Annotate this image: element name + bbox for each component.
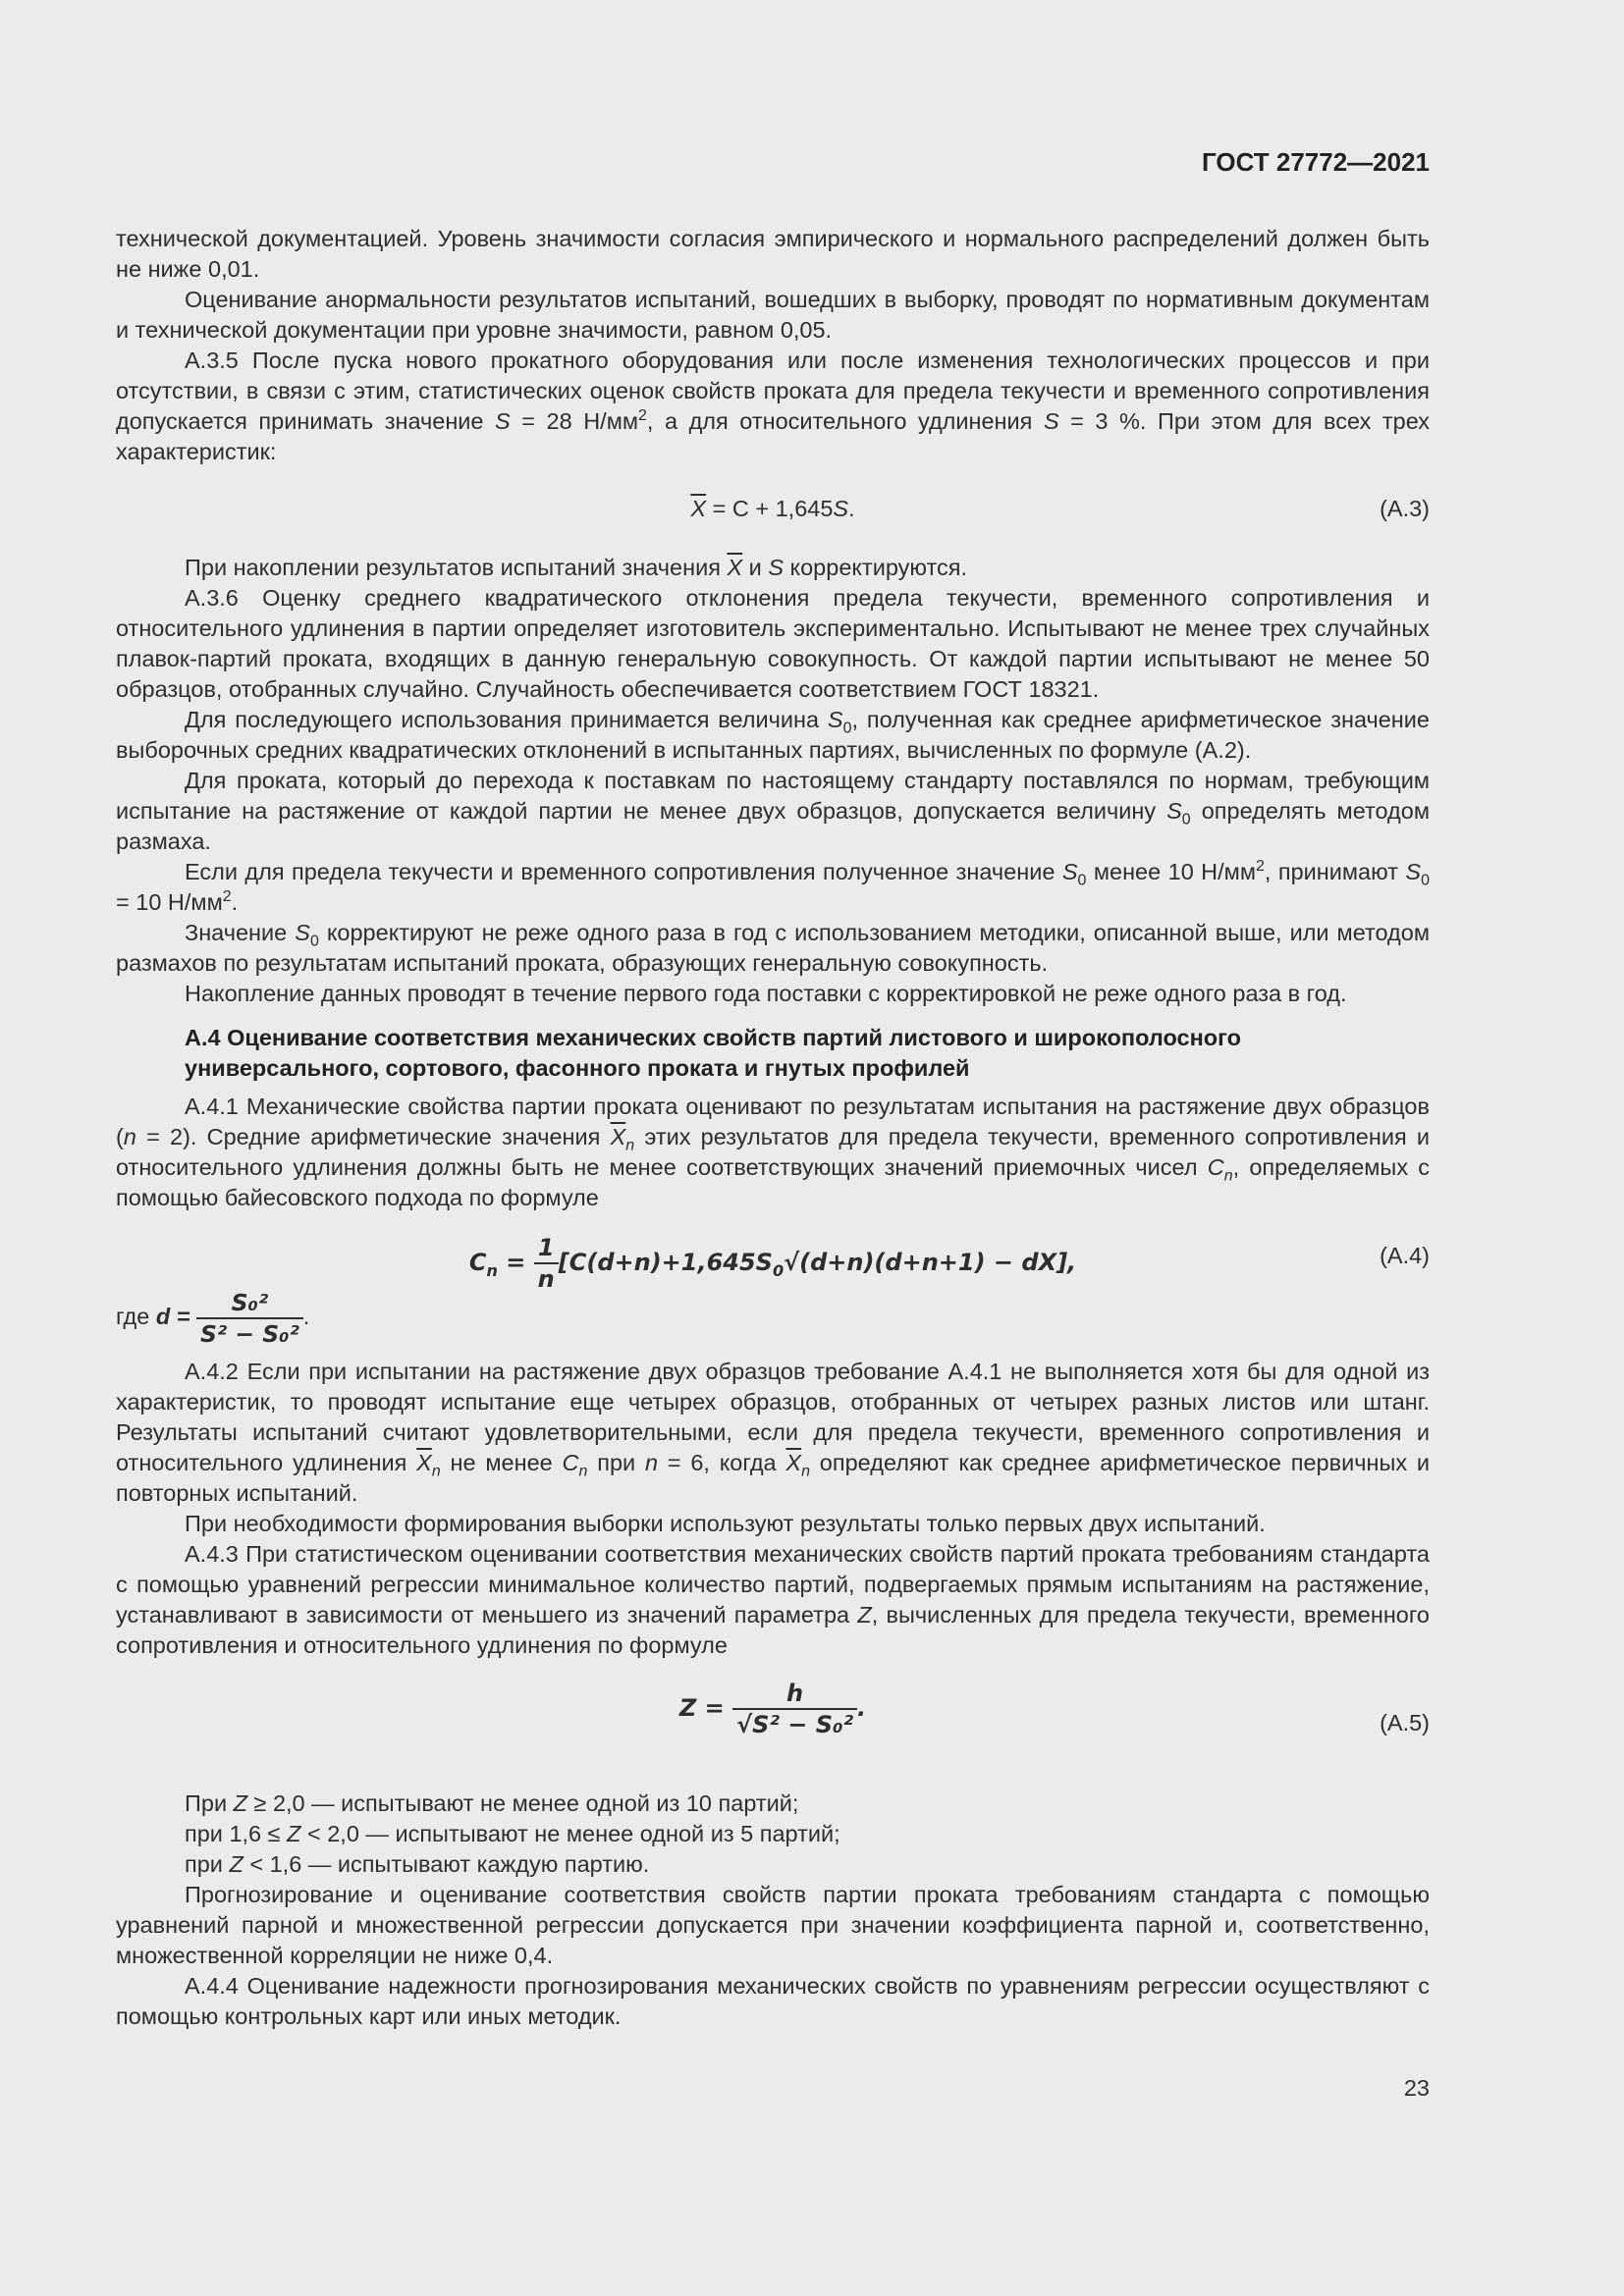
document-body <box>116 224 1430 2032</box>
page-number: 23 <box>1403 2075 1430 2101</box>
paragraph: Для проката, который до перехода к поставкам по настоящему стандарту поставлялся по нормам, требующим испытание на растяжение от каждой партии не менее двух образцов, допускается величину $S_0$ определять методом размаха. <box>116 768 1430 854</box>
equation-a5: Z = $\frac{h}{\text{√S² − S₀²}}$ . (А.5) <box>678 1680 1430 1738</box>
list-item: при 1,6 ≤ Z < 2,0 — испытывают не менее одной из 5 партий; <box>185 1821 840 1846</box>
equation-number: (А.3) <box>1380 496 1430 521</box>
d-definition: где d = $\frac{\text{S₀²}}{\text{S² − S₀²}}$ . <box>116 1289 310 1348</box>
paragraph: Оценивание анормальности результатов испытаний, вошедших в выборку, проводят по нормативным документам и технической документации при уровне значимости, равном 0,05. <box>116 287 1430 343</box>
equation-number: (А.5) <box>1380 1710 1430 1735</box>
paragraph-a43: А.4.3 При статистическом оценивании соответствия механических свойств партий проката требованиям стандарта с помощью уравнений регрессии минимальное количество партий, подвергаемых прямым испытаниям на растяжение, устанавливают в зависимости от меньшего из значений параметра Z, вычисленных для предела текучести, временного сопротивления и относительного удлинения по формуле <box>116 1541 1430 1658</box>
paragraph-a36: А.3.6 Оценку среднего квадратического отклонения предела текучести, временного сопротивления и относительного удлинения в партии определяет изготовитель экспериментально. Испытывают не менее трех случайных плавок-партий проката, входящих в данную генеральную совокупность. От каждой партии испытывают не менее 50 образцов, отобранных случайно. Случайность обеспечивается соответствием ГОСТ 18321. <box>116 585 1430 702</box>
paragraph: Прогнозирование и оценивание соответствия свойств партии проката требованиям стандарта с помощью уравнений парной и множественной регрессии допускается при значении коэффициента парной и, соответственно, множественной корреляции не ниже 0,4. <box>116 1882 1430 1968</box>
equation-a4: $C_n$ = $\frac{1}{n}$ $[C(d+n)+1,645S_0√(d+n)(d+n+1) - dX]$, (А.4) <box>468 1234 1430 1293</box>
paragraph: При необходимости формирования выборки используют результаты только первых двух испытаний. <box>185 1511 1266 1536</box>
list-item: при Z < 1,6 — испытывают каждую партию. <box>185 1851 650 1877</box>
document-header: ГОСТ 27772—2021 <box>1202 147 1430 177</box>
paragraph: При накоплении результатов испытаний значения $\overline{X}$ и S корректируются. <box>185 555 967 580</box>
section-heading-a4: А.4 Оценивание соответствия механических свойств партий листового и широкополосного универсального, сортового, фасонного проката и гнутых профилей <box>185 1025 1241 1081</box>
paragraph: технической документацией. Уровень значимости согласия эмпирического и нормального распределений должен быть не ниже 0,01. <box>116 226 1430 282</box>
equation-number: (А.4) <box>1380 1243 1430 1268</box>
equation-a3: $\overline{X} = C + 1,645S$. (А.3) <box>116 494 1430 524</box>
paragraph-a42: А.4.2 Если при испытании на растяжение двух образцов требование А.4.1 не выполняется хотя бы для одной из характеристик, то проводят испытание еще четырех образцов, отобранных от четырех разных листов или штанг. Результаты испытаний считают удовлетворительными, если для предела текучести, временного сопротивления и относительного удлинения $\overline{X}_n$ не менее $C_n$ при n = 6, когда $\overline{X}_n$ определяют как среднее арифметическое первичных и повторных испытаний. <box>116 1359 1431 1506</box>
paragraph-a41: А.4.1 Механические свойства партии проката оценивают по результатам испытания на растяжение двух образцов (n = 2). Средние арифметические значения $\overline{X}_n$ этих результатов для предела текучести, временного сопротивления и относительного удлинения должны быть не менее соответствующих значений приемочных чисел $C_n$, определяемых с помощью байесовского подхода по формуле <box>116 1094 1430 1210</box>
paragraph: Значение $S_0$ корректируют не реже одного раза в год с использованием методики, описанной выше, или методом размахов по результатам испытаний проката, образующих генеральную совокупность. <box>116 920 1430 976</box>
paragraph: Если для предела текучести и временного сопротивления полученное значение $S_0$ менее 10 $Н/мм^2$, принимают $S_0 = 10$ $Н/мм^2$. <box>116 858 1430 915</box>
paragraph: Накопление данных проводят в течение первого года поставки с корректировкой не реже одного раза в год. <box>185 981 1347 1006</box>
list-item: При Z ≥ 2,0 — испытывают не менее одной из 10 партий; <box>185 1790 799 1816</box>
paragraph-a35: А.3.5 После пуска нового прокатного оборудования или после изменения технологических процессов и при отсутствии, в связи с этим, статистических оценок свойств проката для предела текучести и временного сопротивления допускается принимать значение S = 28 $Н/мм^2$, а для относительного удлинения S = 3 %. При этом для всех трех характеристик: <box>116 347 1431 464</box>
paragraph: Для последующего использования принимается величина $S_0$, полученная как среднее арифметическое значение выборочных средних квадратических отклонений в испытанных партиях, вычисленных по формуле (А.2). <box>116 707 1430 763</box>
paragraph-a44: А.4.4 Оценивание надежности прогнозирования механических свойств по уравнениям регрессии осуществляют с помощью контрольных карт или иных методик. <box>116 1973 1430 2029</box>
